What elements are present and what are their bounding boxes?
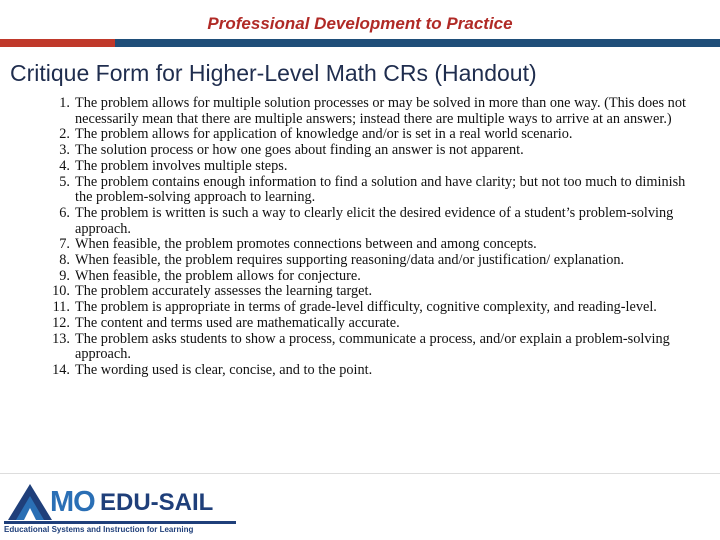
criteria-text: The problem asks students to show a process, communicate a process, and/or explain a problem-solving approach. [75,330,670,363]
criteria-number: 4. [59,157,70,174]
slide-title: Critique Form for Higher-Level Math CRs (Handout) [10,60,537,86]
criteria-text: The problem is appropriate in terms of grade-level difficulty, cognitive complexity, and reading-level. [75,299,657,316]
criteria-text: The problem contains enough information to find a solution and have clarity; but not too much to diminish the problem-solving approach to learning. [75,173,686,206]
criteria-item [50,316,690,332]
criteria-number: 14. [52,361,70,378]
criteria-number: 12. [52,314,70,331]
criteria-text: The wording used is clear, concise, and to the point. [75,361,373,378]
criteria-text: The problem accurately assesses the learning target. [75,283,373,300]
criteria-text: The solution process or how one goes about finding an answer is not apparent. [75,142,524,159]
criteria-number: 11. [52,299,70,316]
criteria-item [50,96,690,127]
criteria-number: 6. [59,204,70,221]
logo-edu-sail-text: EDU-SAIL [100,489,214,516]
criteria-text: The problem involves multiple steps. [75,157,288,174]
criteria-number: 10. [52,283,70,300]
criteria-number: 2. [59,126,70,143]
header-stripe-red [0,39,115,47]
criteria-item [50,159,690,175]
criteria-number: 13. [52,330,70,347]
criteria-number: 1. [59,95,70,111]
footer-divider [0,473,720,474]
criteria-number: 9. [59,267,70,284]
criteria-item [50,284,690,300]
criteria-item [50,269,690,285]
criteria-item [50,253,690,269]
criteria-item [50,143,690,159]
logo-tagline: Educational Systems and Instruction for Learning [4,525,194,534]
criteria-text: The content and terms used are mathematically accurate. [75,314,400,331]
mo-edu-sail-logo [4,480,236,538]
criteria-text: The problem allows for application of knowledge and/or is set in a real world scenario. [75,126,573,143]
criteria-number: 7. [59,236,70,253]
criteria-text: When feasible, the problem promotes connections between and among concepts. [75,236,537,253]
criteria-text: The problem is written is such a way to clearly elicit the desired evidence of a student’s problem-solving approach. [75,204,674,237]
criteria-list [50,96,690,379]
criteria-number: 3. [59,142,70,159]
criteria-text: The problem allows for multiple solution processes or may be solved in more than one way. (This does not necessarily mean that there are multiple answers; instead there are multiple ways to arrive at an answer.) [75,95,686,127]
criteria-item [50,206,690,237]
criteria-item [50,363,690,379]
logo-mo-text: MO [50,486,95,518]
criteria-number: 8. [59,252,70,269]
criteria-text: When feasible, the problem allows for conjecture. [75,267,361,284]
criteria-text: When feasible, the problem requires supporting reasoning/data and/or justification/ explanation. [75,252,625,269]
header-stripe-blue [115,39,720,47]
header-title: Professional Development to Practice [207,14,513,33]
criteria-item [50,237,690,253]
criteria-item [50,175,690,206]
criteria-number: 5. [59,173,70,190]
criteria-item [50,127,690,143]
criteria-item [50,332,690,363]
criteria-item [50,300,690,316]
